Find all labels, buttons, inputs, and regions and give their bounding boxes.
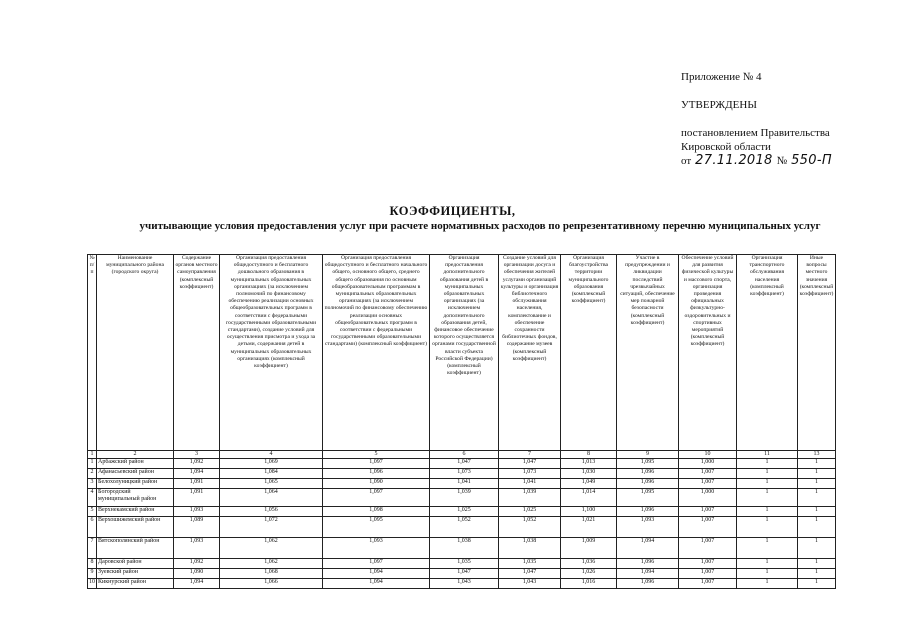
row-number: 9 <box>88 569 97 579</box>
coefficient-value: 1,038 <box>430 538 499 559</box>
column-number: 13 <box>798 451 836 459</box>
table-row <box>88 479 836 489</box>
column-number: 1 <box>88 451 97 459</box>
col-header: Иные вопросы местного значения (комплексный коэффициент) <box>798 255 836 451</box>
coefficient-value: 1 <box>798 479 836 489</box>
table-row <box>88 538 836 559</box>
coefficient-value: 1,025 <box>430 507 499 517</box>
coefficient-value: 1 <box>798 489 836 507</box>
coefficient-value: 1,095 <box>617 459 679 469</box>
coefficient-value: 1,073 <box>430 469 499 479</box>
coefficient-value: 1,073 <box>499 469 561 479</box>
coefficient-value: 1,007 <box>679 469 737 479</box>
column-number: 10 <box>679 451 737 459</box>
coefficient-value: 1,090 <box>323 479 430 489</box>
column-number: 9 <box>617 451 679 459</box>
coefficient-value: 1,093 <box>174 507 220 517</box>
row-number: 4 <box>88 489 97 507</box>
coefficient-value: 1,007 <box>679 579 737 589</box>
column-number: 4 <box>220 451 323 459</box>
approved-label: УТВЕРЖДЕНЫ <box>681 99 757 111</box>
coefficient-value: 1,094 <box>174 579 220 589</box>
coefficient-value: 1,064 <box>220 489 323 507</box>
coefficient-value: 1,084 <box>220 469 323 479</box>
coefficient-value: 1,014 <box>561 489 617 507</box>
coefficient-value: 1,039 <box>499 489 561 507</box>
coefficient-value: 1,094 <box>323 569 430 579</box>
table-row <box>88 579 836 589</box>
document-subtitle: учитывающие условия предоставления услуг при расчете нормативных расходов по репрезентативному перечню муниципальных услуг <box>139 220 821 232</box>
coefficient-value: 1,043 <box>430 579 499 589</box>
coefficient-value: 1,092 <box>174 459 220 469</box>
row-number: 3 <box>88 479 97 489</box>
column-number: 2 <box>97 451 174 459</box>
row-number: 7 <box>88 538 97 559</box>
coefficient-value: 1,030 <box>561 469 617 479</box>
district-name: Зуевский район <box>97 569 174 579</box>
coefficient-value: 1,096 <box>617 559 679 569</box>
coefficient-value: 1,095 <box>323 517 430 538</box>
table-row <box>88 569 836 579</box>
coefficient-value: 1,016 <box>561 579 617 589</box>
column-number: 11 <box>737 451 798 459</box>
coefficient-value: 1,093 <box>174 538 220 559</box>
coefficient-value: 1,094 <box>617 538 679 559</box>
coefficient-value: 1,021 <box>561 517 617 538</box>
decree-line-2: Кировской области <box>681 141 771 153</box>
coefficient-value: 1 <box>737 479 798 489</box>
coefficient-value: 1,094 <box>617 569 679 579</box>
coefficient-value: 1,096 <box>323 469 430 479</box>
coefficient-value: 1,009 <box>561 538 617 559</box>
coefficient-value: 1,035 <box>499 559 561 569</box>
coefficient-value: 1,007 <box>679 538 737 559</box>
col-header: Обеспечение условий для развития физической культуры и массового спорта, организация проведения официальных физкультурно-оздоровительных и спортивных мероприятий (комплексный коэффициент) <box>679 255 737 451</box>
coefficient-value: 1,065 <box>220 479 323 489</box>
coefficient-value: 1,039 <box>430 489 499 507</box>
coefficient-value: 1,007 <box>679 479 737 489</box>
column-number: 3 <box>174 451 220 459</box>
col-header: № п/п <box>88 255 97 451</box>
table-row <box>88 489 836 507</box>
row-number: 8 <box>88 559 97 569</box>
coefficient-value: 1,097 <box>323 559 430 569</box>
col-header: Организация предоставления общедоступного и бесплатного начального общего, основного общего, среднего общего образования по основным общеобразовательным программам в муниципальных образовательных организациях (за исключением полномочий по финансовому обеспечению реализации основных общеобразовательных программ в соответствии с федеральными государственными образовательными стандартами) (комплексный коэффициент) <box>323 255 430 451</box>
coefficient-value: 1,100 <box>561 507 617 517</box>
coefficient-value: 1,066 <box>220 579 323 589</box>
coefficient-value: 1,052 <box>430 517 499 538</box>
coefficient-value: 1,035 <box>430 559 499 569</box>
coefficient-value: 1,062 <box>220 559 323 569</box>
coefficient-value: 1,069 <box>220 459 323 469</box>
document-title: КОЭФФИЦИЕНТЫ, <box>389 204 516 218</box>
coefficient-value: 1 <box>737 579 798 589</box>
column-number: 6 <box>430 451 499 459</box>
coefficient-value: 1 <box>798 559 836 569</box>
coefficient-value: 1,092 <box>174 559 220 569</box>
coefficient-value: 1,049 <box>561 479 617 489</box>
col-header: Участие в предупреждении и ликвидации последствий чрезвычайных ситуаций, обеспечение мер пожарной безопасности (комплексный коэффициент) <box>617 255 679 451</box>
row-number: 6 <box>88 517 97 538</box>
coefficient-value: 1 <box>737 507 798 517</box>
coefficient-value: 1 <box>737 489 798 507</box>
table-row <box>88 559 836 569</box>
coefficient-value: 1 <box>737 517 798 538</box>
coefficient-value: 1,096 <box>617 479 679 489</box>
coefficient-value: 1,098 <box>323 507 430 517</box>
coefficient-value: 1,000 <box>679 489 737 507</box>
coefficient-value: 1,096 <box>617 507 679 517</box>
handwritten-number: 550-П <box>791 153 832 168</box>
table-row <box>88 459 836 469</box>
col-header: Содержание органов местного самоуправления (комплексный коэффициент) <box>174 255 220 451</box>
col-header: Организация благоустройства территории муниципального образования (комплексный коэффициент) <box>561 255 617 451</box>
coefficient-value: 1,091 <box>174 489 220 507</box>
coefficient-value: 1 <box>798 459 836 469</box>
coefficient-value: 1 <box>798 579 836 589</box>
col-header: Организация транспортного обслуживания населения (комплексный коэффициент) <box>737 255 798 451</box>
coefficient-value: 1,097 <box>323 489 430 507</box>
table-row <box>88 507 836 517</box>
district-name: Афанасьевский район <box>97 469 174 479</box>
row-number: 10 <box>88 579 97 589</box>
district-name: Богородский муниципальный район <box>97 489 174 507</box>
coefficient-value: 1,026 <box>561 569 617 579</box>
column-number-row <box>88 451 836 459</box>
coefficient-value: 1 <box>798 469 836 479</box>
date-prefix: от <box>681 155 692 167</box>
coefficient-value: 1,090 <box>174 569 220 579</box>
coefficient-value: 1 <box>798 507 836 517</box>
coefficient-value: 1 <box>737 459 798 469</box>
coefficient-value: 1,094 <box>174 469 220 479</box>
coefficient-value: 1,068 <box>220 569 323 579</box>
row-number: 1 <box>88 459 97 469</box>
coefficient-value: 1 <box>737 538 798 559</box>
coefficient-value: 1,047 <box>499 459 561 469</box>
column-number: 8 <box>561 451 617 459</box>
coefficient-value: 1,047 <box>499 569 561 579</box>
coefficient-value: 1 <box>737 559 798 569</box>
coefficient-value: 1 <box>798 538 836 559</box>
coefficient-value: 1,043 <box>499 579 561 589</box>
district-name: Верхошижемский район <box>97 517 174 538</box>
district-name: Кикнурский район <box>97 579 174 589</box>
col-header: Создание условий для организации досуга и обеспечения жителей услугами организаций культуры и организация библиотечного обслуживания населения, комплектование и обеспечение сохранности библиотечных фондов, содержание музеев (комплексный коэффициент) <box>499 255 561 451</box>
district-name: Белохолуницкий район <box>97 479 174 489</box>
coefficient-value: 1,025 <box>499 507 561 517</box>
col-header: Организация предоставления общедоступного и бесплатного дошкольного образования в муниципальных образовательных организациях (за исключением полномочий по финансовому обеспечению реализации основных общеобразовательных программ в соответствии с федеральными государственными образовательными стандартами), создание условий для осуществления присмотра и ухода за детьми, содержания детей в муниципальных образовательных организациях (комплексный коэффициент) <box>220 255 323 451</box>
col-header: Наименование муниципального района (городского округа) <box>97 255 174 451</box>
coefficient-value: 1,000 <box>679 459 737 469</box>
coefficient-value: 1,096 <box>617 579 679 589</box>
handwritten-date: 27.11.2018 <box>695 153 773 168</box>
coefficient-value: 1,056 <box>220 507 323 517</box>
coefficient-value: 1 <box>798 569 836 579</box>
coefficient-value: 1,062 <box>220 538 323 559</box>
coefficient-value: 1,007 <box>679 507 737 517</box>
column-number: 5 <box>323 451 430 459</box>
coefficient-value: 1,007 <box>679 569 737 579</box>
coefficient-value: 1,013 <box>561 459 617 469</box>
table-row <box>88 469 836 479</box>
district-name: Арбажский район <box>97 459 174 469</box>
coefficient-value: 1,007 <box>679 559 737 569</box>
district-name: Даровской район <box>97 559 174 569</box>
coefficient-value: 1 <box>737 569 798 579</box>
table-header-row <box>88 255 836 451</box>
coefficient-value: 1 <box>737 469 798 479</box>
coefficient-value: 1,097 <box>323 459 430 469</box>
coefficient-value: 1,093 <box>323 538 430 559</box>
district-name: Вятскополянский район <box>97 538 174 559</box>
coefficient-value: 1,041 <box>499 479 561 489</box>
coefficient-value: 1,047 <box>430 569 499 579</box>
col-header: Организация предоставления дополнительного образования детей в муниципальных образовательных организациях (за исключением дополнительного образования детей, финансовое обеспечение которого осуществляется органами государственной власти субъекта Российской Федерации) (комплексный коэффициент) <box>430 255 499 451</box>
coefficient-value: 1,052 <box>499 517 561 538</box>
coefficients-table <box>87 254 836 589</box>
number-prefix: № <box>776 155 788 167</box>
coefficient-value: 1,036 <box>561 559 617 569</box>
coefficient-value: 1,072 <box>220 517 323 538</box>
decree-date-line <box>681 154 881 168</box>
appendix-number: Приложение № 4 <box>681 71 762 83</box>
column-number: 7 <box>499 451 561 459</box>
coefficient-value: 1,095 <box>617 489 679 507</box>
approval-header <box>681 70 881 168</box>
row-number: 5 <box>88 507 97 517</box>
coefficient-value: 1 <box>798 517 836 538</box>
coefficient-value: 1,091 <box>174 479 220 489</box>
coefficient-value: 1,093 <box>617 517 679 538</box>
district-name: Верхнекамский район <box>97 507 174 517</box>
row-number: 2 <box>88 469 97 479</box>
decree-line-1: постановлением Правительства <box>681 127 830 139</box>
coefficient-value: 1,041 <box>430 479 499 489</box>
coefficient-value: 1,007 <box>679 517 737 538</box>
coefficient-value: 1,038 <box>499 538 561 559</box>
coefficient-value: 1,096 <box>617 469 679 479</box>
coefficient-value: 1,094 <box>323 579 430 589</box>
table-row <box>88 517 836 538</box>
coefficient-value: 1,047 <box>430 459 499 469</box>
coefficient-value: 1,089 <box>174 517 220 538</box>
